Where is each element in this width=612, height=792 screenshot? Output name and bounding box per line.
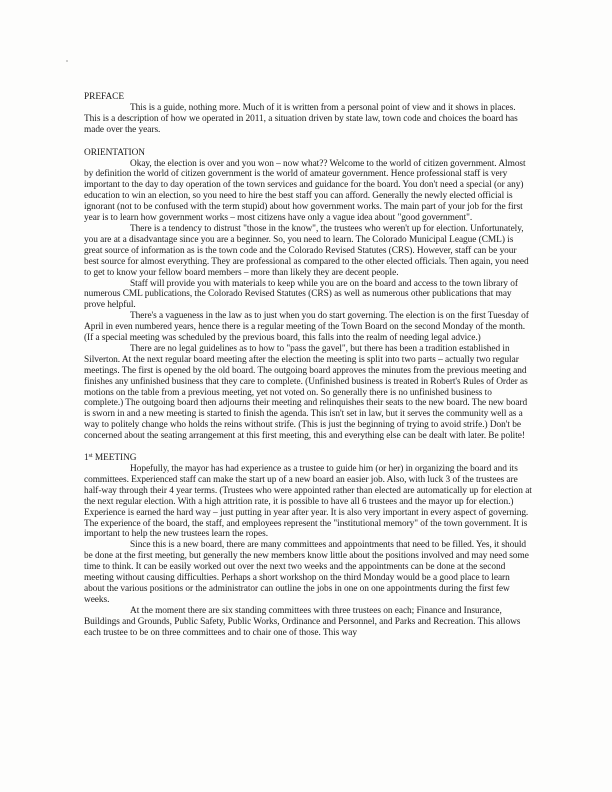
first-meeting-paragraph-2: Since this is a new board, there are many committees and appointments that need to be filled. Yes, it should be done at the first meeting, but generally the new members know little about the positions involved and may need some time to think. It can be easily worked out over the next two weeks and the appointments can be done at the second meeting without causing difficulties. Perhaps a short workshop on the third Monday would be a good place to learn about the various positions or the administrator can outline the jobs in one on one appointments during the first few weeks.: [84, 540, 529, 605]
first-meeting-heading: [84, 453, 532, 464]
first-meeting-section: [84, 453, 532, 638]
orientation-section: [84, 148, 532, 442]
preface-paragraph: This is a guide, nothing more. Much of it is written from a personal point of view and it shows in places. This is a description of how we operated in 2011, a situation driven by state law, town code and choices the board has made over the years.: [84, 102, 518, 135]
orientation-paragraph-3: Staff will provide you with materials to keep while you are on the board and access to the town library of numerous CML publications, the Colorado Revised Statutes (CRS) as well as numerous other publications that may prove helpful.: [84, 278, 518, 311]
scan-speck: [66, 60, 68, 62]
orientation-paragraph-2: There is a tendency to distrust "those in the know", the trustees who weren't up for election. Unfortunately, you are at a disadvantage since you are a beginner. So, you need to learn. The Colorado Municipal League (CML) is great source of information as is the town code and the Colorado Revised Statutes (CRS). However, staff can be your best source for almost everything. They are professional as compared to the other elected officials. Then again, you need to get to know your fellow board members – more than likely they are decent people.: [84, 223, 529, 278]
first-meeting-heading-number: 1: [84, 453, 89, 464]
orientation-paragraph-1: Okay, the election is over and you won – now what?? Welcome to the world of citizen government. Almost by definition the world of citizen government is the world of amateur government. Hence professional staff is very important to the day to day operation of the town services and guidance for the board. You don't need a special (or any) education to win an election, so you need to hire the best staff you can afford. Generally the newly elected official is ignorant (not to be confused with the term stupid) about how government works. The main part of your job for the first year is to learn how government works – most citizens have only a vague idea about "good government".: [84, 158, 526, 224]
orientation-paragraph-4: There's a vagueness in the law as to just when you do start governing. The election is on the first Tuesday of April in even numbered years, hence there is a regular meeting of the Town Board on the second Monday of the month. (If a special meeting was scheduled by the previous board, this falls into the realm of needing legal advice.): [84, 311, 529, 344]
orientation-heading: ORIENTATION: [84, 147, 145, 158]
first-meeting-paragraph-1: Hopefully, the mayor has had experience as a trustee to guide him (or her) in organizing the board and its committees. Experienced staff can make the start up of a new board an easier job. Also, with luck 3 of the trustees are half-way through their 4 year terms. (Trustees who were appointed rather than elected are automatically up for election at the next regular election. With a high attrition rate, it is possible to have all 6 trustees and the mayor up for election.) Experience is earned the hard way – just putting in year after year. It is also very important in every aspect of governing. The experience of the board, the staff, and employees represent the "institutional memory" of the town government. It is important to help the new trustees learn the ropes.: [84, 464, 532, 540]
document-body: [84, 92, 532, 639]
preface-section: [84, 92, 532, 136]
first-meeting-heading-suffix: st: [88, 453, 93, 460]
first-meeting-paragraph-3: At the moment there are six standing committees with three trustees on each; Finance and Insurance, Buildings and Grounds, Public Safety, Public Works, Ordinance and Personnel, and Parks and Recreation. This allows each trustee to be on three committees and to chair one of those. This way: [84, 605, 521, 638]
preface-heading: PREFACE: [84, 92, 124, 102]
first-meeting-heading-text: MEETING: [92, 453, 137, 464]
orientation-paragraph-5: There are no legal guidelines as to how to "pass the gavel", but there has been a tradition established in Silverton. At the next regular board meeting after the election the meeting is split into two parts – actually two regular meetings. The first is opened by the old board. The outgoing board approves the minutes from the previous meeting and finishes any unfinished business that they care to complete. (Unfinished business is treated in Robert's Rules of Order as motions on the table from a previous meeting, yet not voted on. So generally there is no unfinished business to complete.) The outgoing board then adjourns their meeting and relinquishes their seats to the new board. The new board is sworn in and a new meeting is started to finish the agenda. This isn't set in law, but it serves the community well as a way to politely change who holds the reins without strife. (This is just the beginning of trying to avoid strife.) Don't be concerned about the seating arrangement at this first meeting, this and everything else can be dealt with later. Be polite!: [84, 343, 528, 442]
